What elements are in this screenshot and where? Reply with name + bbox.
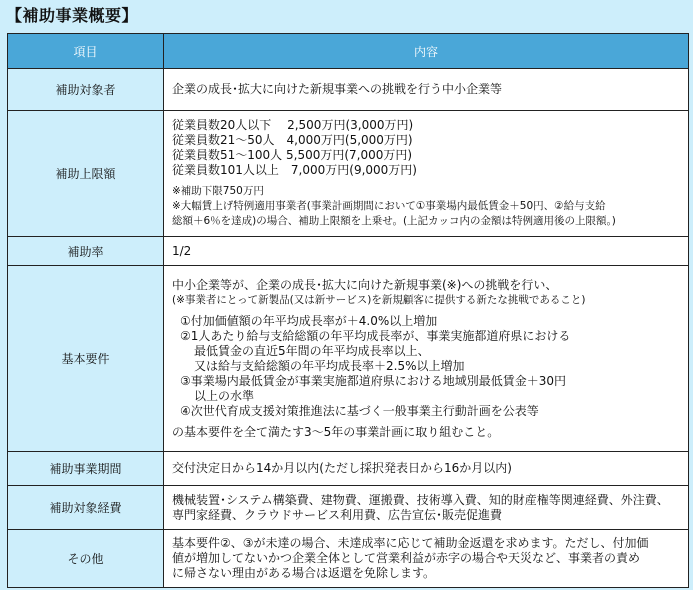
limit-line: 従業員数20人以下 2,500万円(3,000万円) [172,118,414,132]
expenses-line: 機械装置･システム構築費、建物費、運搬費、技術導入費、知的財産権等関連経費、外注費、 [172,492,669,507]
row-content: 企業の成長･拡大に向けた新規事業への挑戦を行う中小企業等 [164,69,689,111]
subsidy-overview-table [7,33,689,588]
limit-line: 従業員数21～50人 4,000万円(5,000万円) [172,133,413,147]
other-line: に帰さない理由がある場合は返還を免除します。 [172,566,436,580]
limit-note: ※補助下限750万円 [172,185,264,197]
requirements-closing: の基本要件を全て満たす3～5年の事業計画に取り組むこと。 [172,424,500,439]
row-label: 補助対象者 [8,69,164,111]
requirement-item: ①付加価値額の年平均成長率が＋4.0%以上増加 [180,313,438,328]
row-content: 1/2 [164,237,689,266]
other-line: 基本要件②、③が未達の場合、未達成率に応じて補助金返還を求めます。ただし、付加価 [172,536,649,550]
row-target [8,69,689,111]
requirement-item: ④次世代育成支援対策推進法に基づく一般事業主行動計画を公表等 [180,403,539,418]
row-content [164,530,689,588]
limit-line: 従業員数101人以上 7,000万円(9,000万円) [172,163,417,177]
row-label: その他 [8,530,164,588]
page-title: 【補助事業概要】 [6,6,139,25]
requirements-note: (※事業者にとって新製品(又は新サービス)を新規顧客に提供する新たな挑戦であること) [172,293,586,306]
row-label: 補助対象経費 [8,486,164,530]
limit-note: 総額＋6％を達成)の場合、補助上限額を上乗せ。(上記カッコ内の金額は特例適用後の上限額。) [172,215,616,227]
header-item: 項目 [8,34,164,69]
row-label: 補助上限額 [8,111,164,237]
header-content: 内容 [164,34,689,69]
row-label: 基本要件 [8,266,164,452]
requirements-intro: 中小企業等が、企業の成長･拡大に向けた新規事業(※)への挑戦を行い、 [172,277,558,292]
requirement-item: 又は給与支給総額の年平均成長率＋2.5%以上増加 [194,358,465,373]
row-label: 補助率 [8,237,164,266]
row-expenses [8,486,689,530]
limit-line: 従業員数51～100人 5,500万円(7,000万円) [172,148,413,162]
row-rate [8,237,689,266]
row-period [8,452,689,486]
requirement-item: ③事業場内最低賃金が事業実施都道府県における地域別最低賃金＋30円 [180,373,567,388]
requirement-item: 最低賃金の直近5年間の年平均成長率以上、 [194,343,430,358]
limit-note: ※大幅賃上げ特例適用事業者(事業計画期間において①事業場内最低賃金＋50円、②給与支給 [172,200,606,212]
row-requirements [8,266,689,452]
row-content [164,111,689,237]
row-content [164,266,689,452]
row-other [8,530,689,588]
table-header-row [8,34,689,69]
requirement-item: 以上の水準 [194,388,255,403]
row-label: 補助事業期間 [8,452,164,486]
row-content [164,486,689,530]
row-limit [8,111,689,237]
expenses-line: 専門家経費、クラウドサービス利用費、広告宣伝･販売促進費 [172,507,503,522]
requirement-item: ②1人あたり給与支給総額の年平均成長率が、事業実施都道府県における [180,328,571,343]
row-content: 交付決定日から14か月以内(ただし採択発表日から16か月以内) [164,452,689,486]
other-line: 値が増加してないかつ企業全体として営業利益が赤字の場合や天災など、事業者の責め [172,551,641,565]
